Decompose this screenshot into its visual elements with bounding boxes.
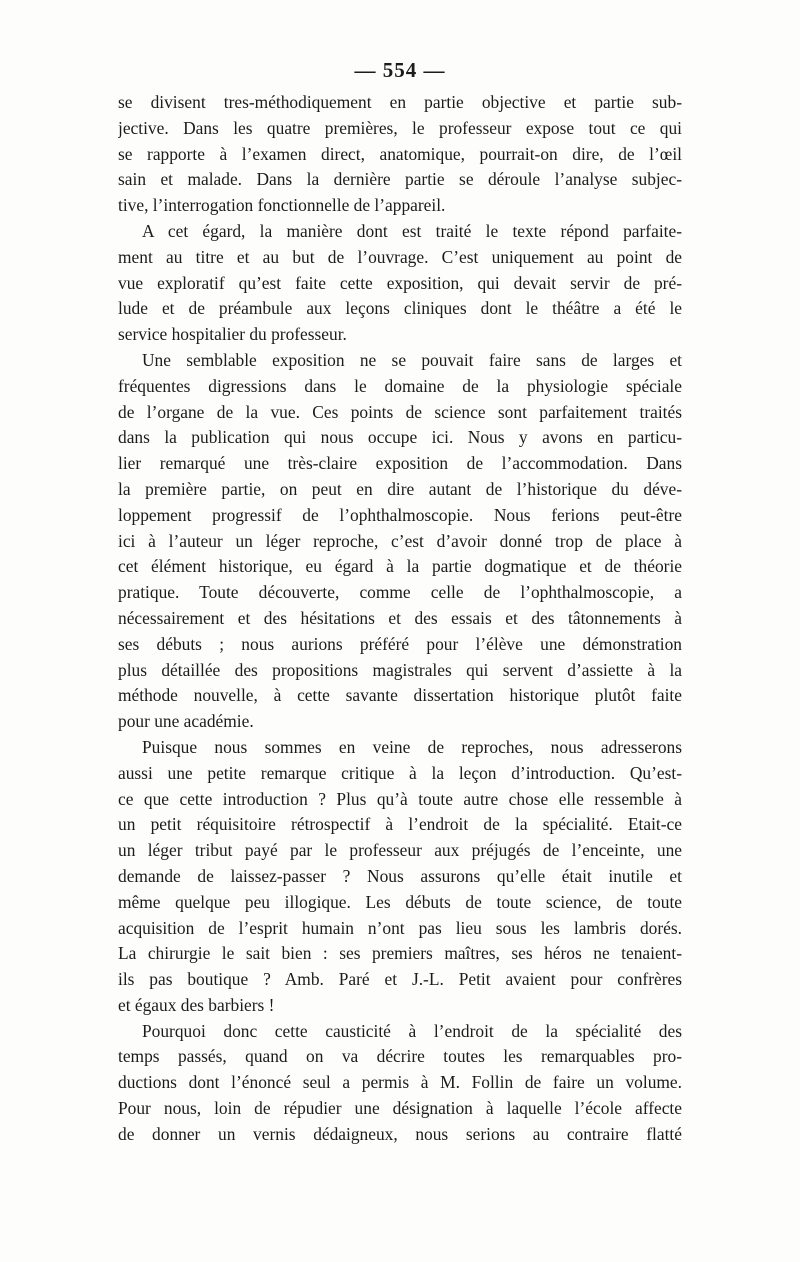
text-line: ici à l’auteur un léger reproche, c’est d’avoir donné trop de place à: [118, 530, 682, 551]
text-line: ils pas boutique ? Amb. Paré et J.-L. Petit avaient pour confrères: [118, 969, 682, 990]
text-line: loppement progressif de l’ophthalmoscopie. Nous ferions peut-être: [118, 504, 682, 525]
text-line: service hospitalier du professeur.: [118, 324, 347, 345]
text-line: ment au titre et au but de l’ouvrage. C’est uniquement au point de: [118, 246, 682, 267]
text-line: se rapporte à l’examen direct, anatomique, pourrait-on dire, de l’œil: [118, 143, 682, 164]
text-line: lude et de préambule aux leçons cliniques dont le théâtre a été le: [118, 298, 682, 319]
text-line: nécessairement et des hésitations et des essais et des tâtonnements à: [118, 607, 682, 628]
text-line: pratique. Toute découverte, comme celle de l’ophthalmoscopie, a: [118, 582, 682, 603]
text-line: Une semblable exposition ne se pouvait faire sans de larges et: [142, 349, 682, 370]
text-line: fréquentes digressions dans le domaine de la physiologie spéciale: [118, 375, 682, 396]
text-line: un petit réquisitoire rétrospectif à l’endroit de la spécialité. Etait-ce: [118, 814, 682, 835]
text-line: sain et malade. Dans la dernière partie se déroule l’analyse subjec-: [118, 169, 682, 190]
text-line: La chirurgie le sait bien : ses premiers maîtres, ses héros ne tenaient-: [118, 943, 682, 964]
text-line: ses débuts ; nous aurions préféré pour l’élève une démonstration: [118, 633, 682, 654]
text-line: dans la publication qui nous occupe ici. Nous y avons en particu-: [118, 427, 682, 448]
text-line: se divisent tres-méthodiquement en partie objective et partie sub-: [118, 92, 682, 112]
text-line: acquisition de l’esprit humain n’ont pas lieu sous les lambris dorés.: [118, 917, 682, 938]
text-line: lier remarqué une très-claire exposition de l’accommodation. Dans: [118, 453, 682, 474]
text-line: demande de laissez-passer ? Nous assurons qu’elle était inutile et: [118, 865, 682, 886]
text-line: même quelque peu illogique. Les débuts de toute science, de toute: [118, 891, 682, 912]
text-line: pour une académie.: [118, 711, 254, 732]
page-number: — 554 —: [354, 58, 446, 82]
text-line: tive, l’interrogation fonctionnelle de l’appareil.: [118, 195, 446, 216]
text-line: jective. Dans les quatre premières, le professeur expose tout ce qui: [118, 117, 682, 138]
text-line: vue exploratif qu’est faite cette exposition, qui devait servir de pré-: [118, 272, 682, 293]
text-line: un léger tribut payé par le professeur aux préjugés de l’enceinte, une: [118, 840, 682, 861]
text-line: temps passés, quand on va décrire toutes les remarquables pro-: [118, 1046, 682, 1067]
text-line: A cet égard, la manière dont est traité le texte répond parfaite-: [142, 220, 682, 241]
text-line: Pourquoi donc cette causticité à l’endroit de la spécialité des: [142, 1020, 682, 1041]
text-line: Pour nous, loin de répudier une désignation à laquelle l’école affecte: [118, 1098, 682, 1119]
text-line: méthode nouvelle, à cette savante dissertation historique plutôt faite: [118, 685, 682, 706]
text-line: de donner un vernis dédaigneux, nous serions au contraire flatté: [118, 1123, 682, 1144]
text-line: ductions dont l’énoncé seul a permis à M. Follin de faire un volume.: [118, 1072, 682, 1093]
body-text: [118, 90, 682, 1148]
text-line: la première partie, on peut en dire autant de l’historique du déve-: [118, 478, 682, 499]
text-line: cet élément historique, eu égard à la partie dogmatique et de théorie: [118, 556, 682, 577]
text-line: et égaux des barbiers !: [118, 994, 275, 1015]
text-line: ce que cette introduction ? Plus qu’à toute autre chose elle ressemble à: [118, 788, 682, 809]
text-line: aussi une petite remarque critique à la leçon d’introduction. Qu’est-: [118, 762, 682, 783]
text-line: plus détaillée des propositions magistrales qui servent d’assiette à la: [118, 659, 682, 680]
text-line: Puisque nous sommes en veine de reproches, nous adresserons: [142, 736, 682, 757]
text-line: de l’organe de la vue. Ces points de science sont parfaitement traités: [118, 401, 682, 422]
